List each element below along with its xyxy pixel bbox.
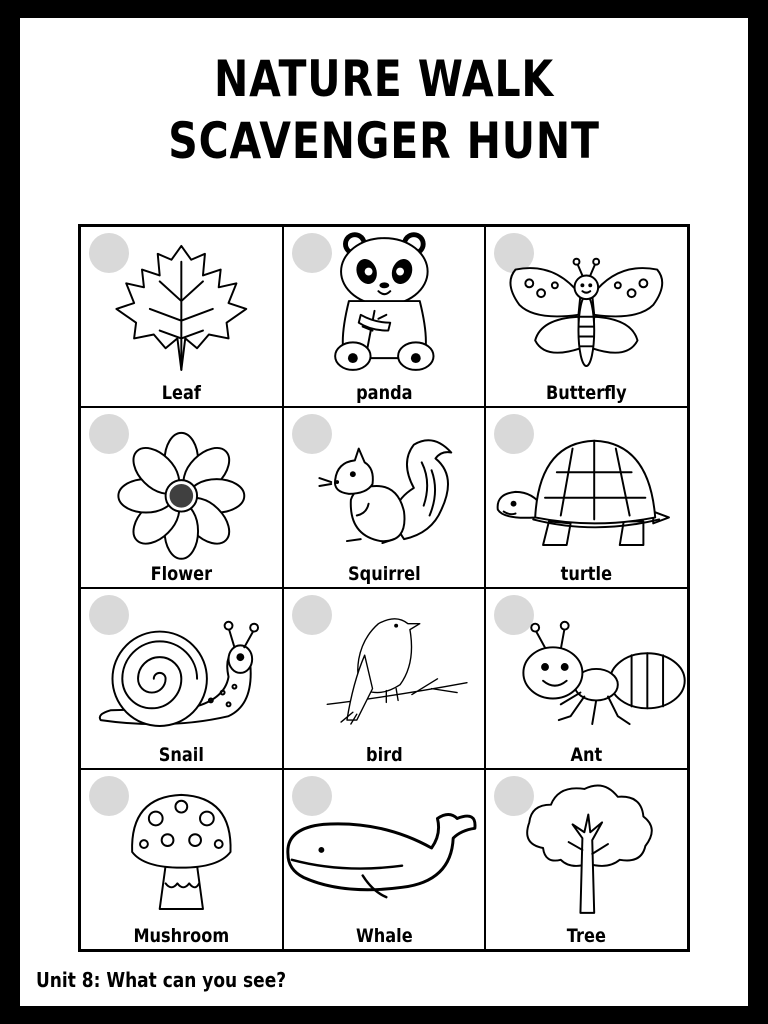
- item-label: Flower: [150, 563, 213, 585]
- cell-panda: [283, 226, 486, 407]
- butterfly-icon: [486, 231, 687, 377]
- flower-icon: [81, 412, 282, 558]
- item-label: panda: [355, 382, 413, 404]
- cell-whale: [283, 769, 486, 950]
- bird-icon: [284, 593, 485, 739]
- worksheet-page: [20, 18, 748, 1006]
- whale-icon: [284, 774, 485, 920]
- item-label: Squirrel: [347, 563, 421, 585]
- turtle-icon: [486, 412, 687, 558]
- item-label: bird: [365, 744, 403, 766]
- snail-icon: [81, 593, 282, 739]
- cell-tree: [485, 769, 688, 950]
- ant-icon: [486, 593, 687, 739]
- scavenger-grid: [78, 224, 690, 952]
- item-label: turtle: [560, 563, 613, 585]
- squirrel-icon: [284, 412, 485, 558]
- item-label: Leaf: [161, 382, 201, 404]
- unit-footer: Unit 8: What can you see?: [36, 968, 287, 992]
- tree-icon: [486, 774, 687, 920]
- item-label: Butterfly: [546, 382, 627, 404]
- cell-turtle: [485, 407, 688, 588]
- page-title: [86, 48, 683, 172]
- cell-squirrel: [283, 407, 486, 588]
- cell-bird: [283, 588, 486, 769]
- title-line-1: NATURE WALK: [213, 50, 554, 108]
- leaf-icon: [81, 231, 282, 377]
- item-label: Tree: [567, 925, 607, 947]
- mushroom-icon: [81, 774, 282, 920]
- item-label: Whale: [355, 925, 413, 947]
- cell-mushroom: [80, 769, 283, 950]
- cell-ant: [485, 588, 688, 769]
- cell-butterfly: [485, 226, 688, 407]
- title-line-2: SCAVENGER HUNT: [168, 112, 600, 170]
- item-label: Ant: [570, 744, 603, 766]
- item-label: Mushroom: [133, 925, 230, 947]
- cell-snail: [80, 588, 283, 769]
- panda-icon: [284, 231, 485, 377]
- cell-flower: [80, 407, 283, 588]
- item-label: Snail: [158, 744, 204, 766]
- cell-leaf: [80, 226, 283, 407]
